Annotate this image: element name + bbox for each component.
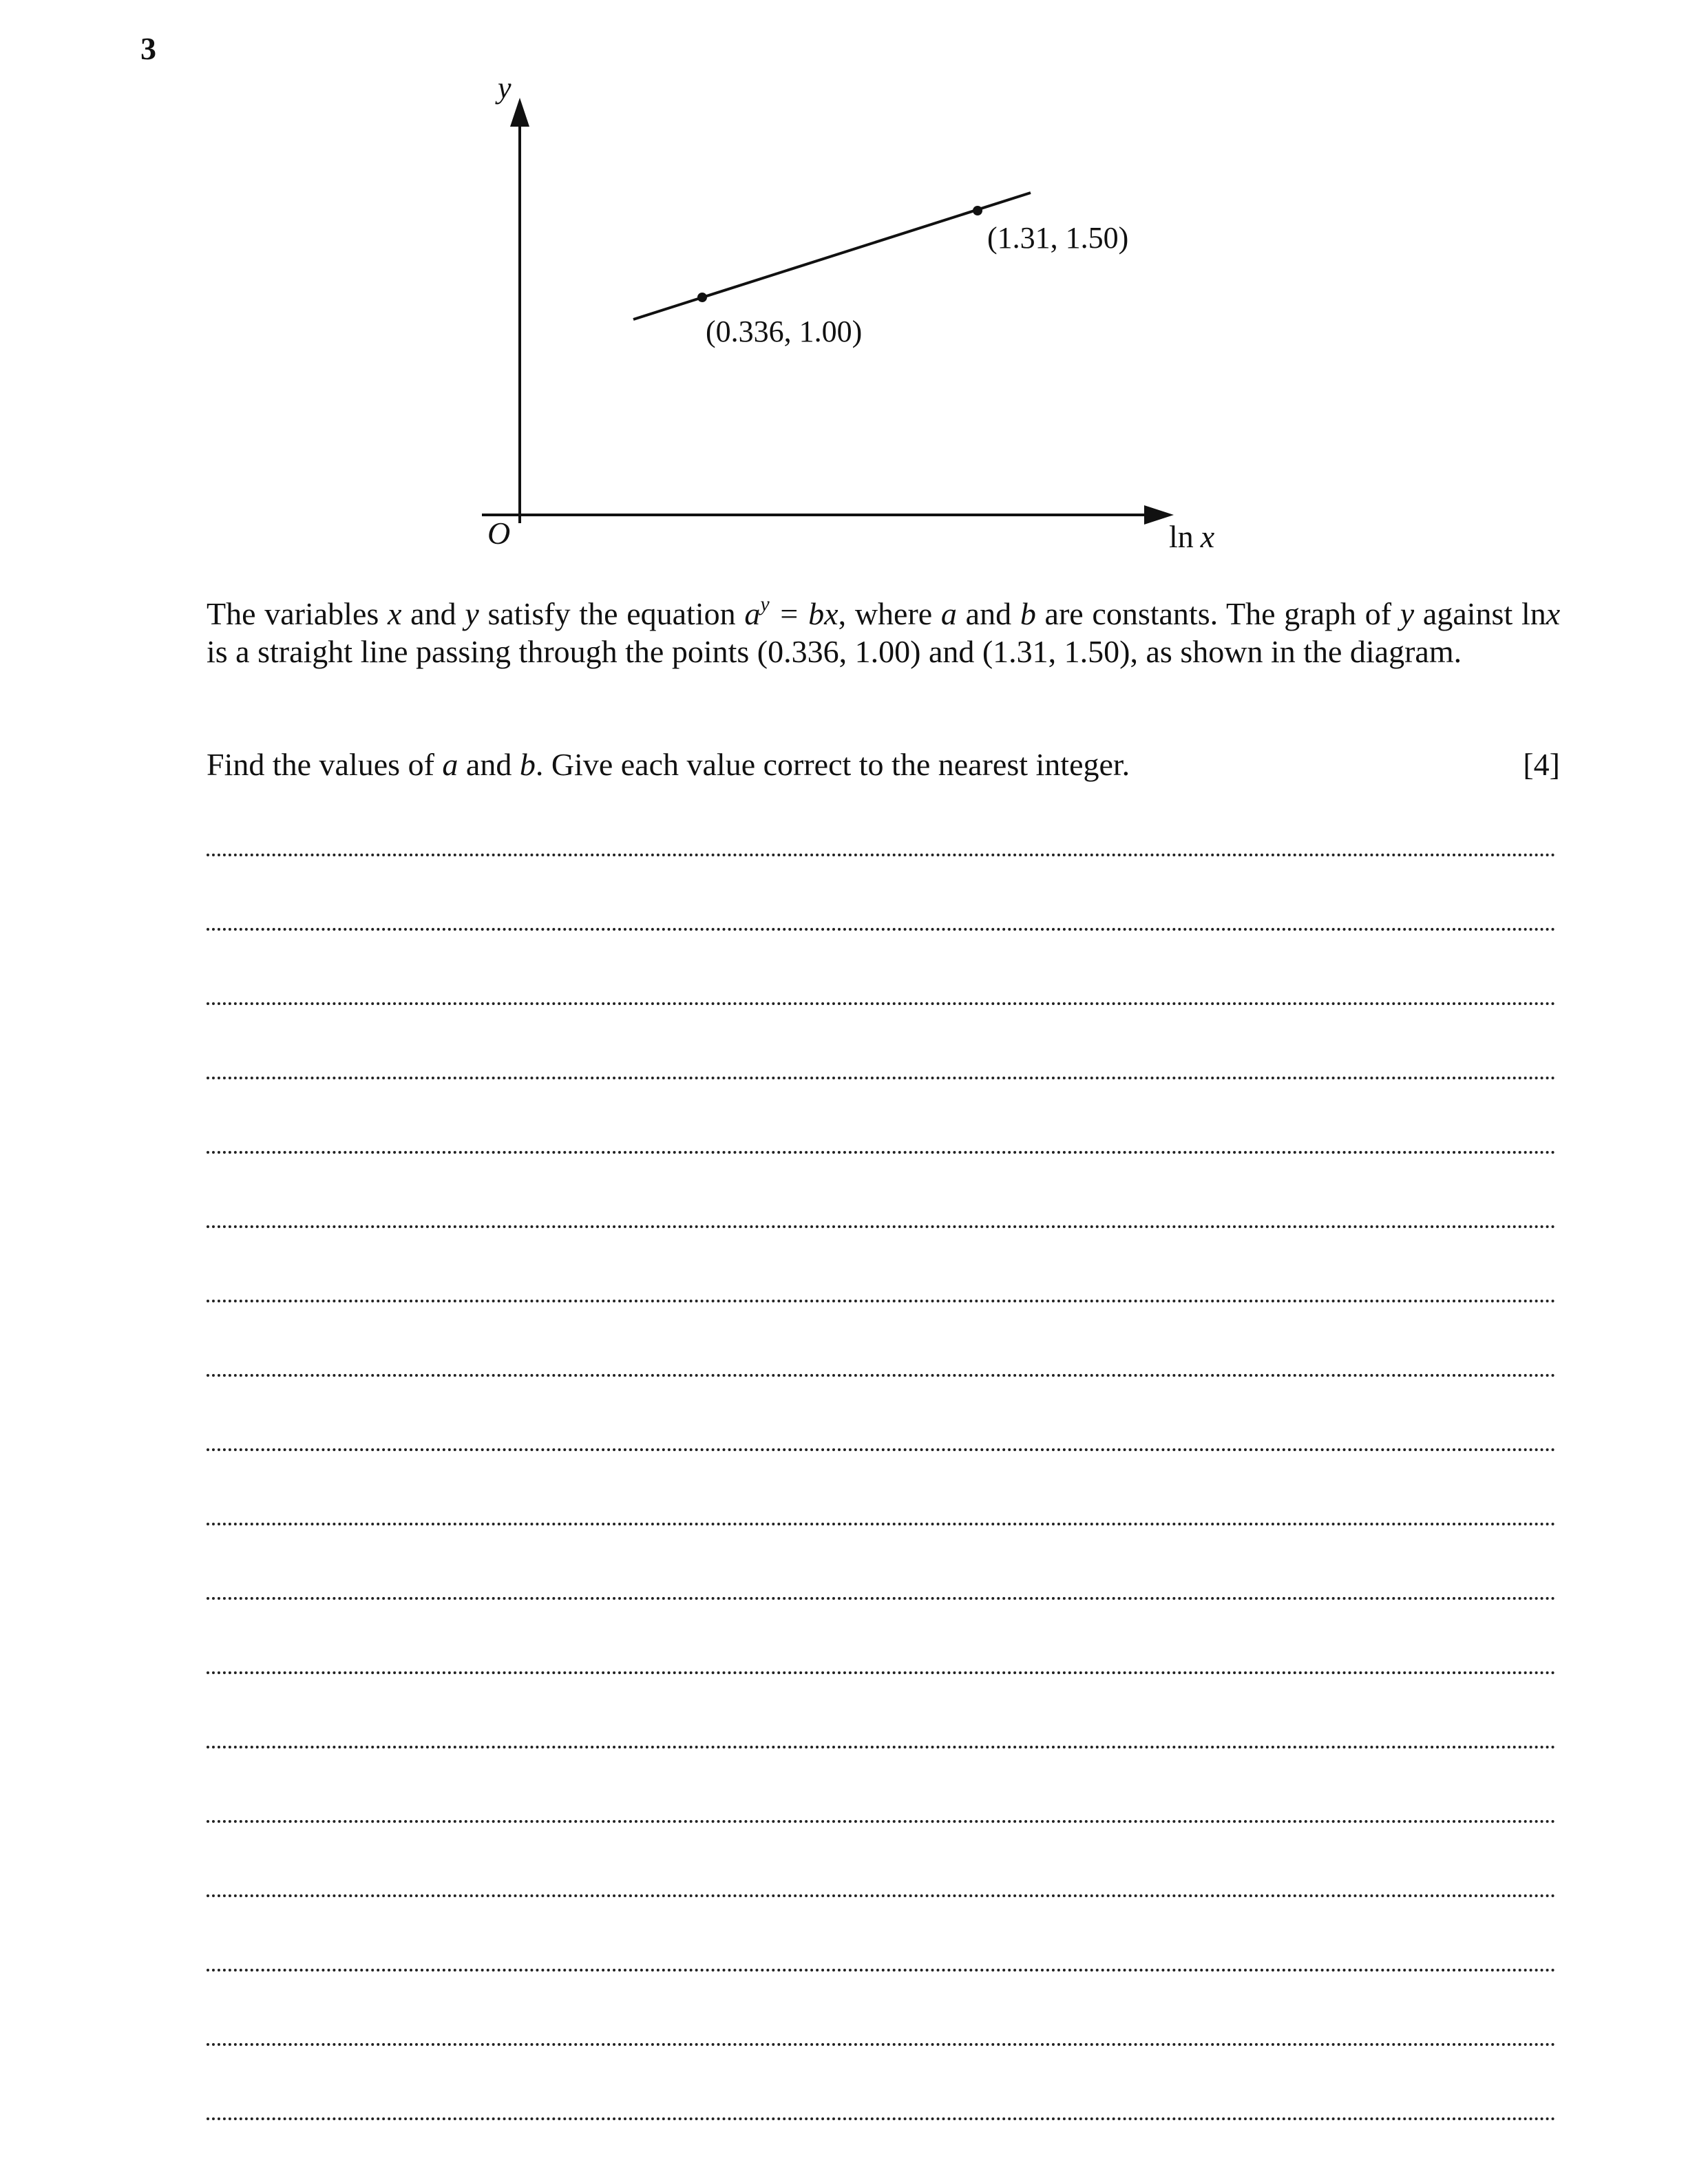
answer-line[interactable]	[207, 1823, 1556, 1897]
answer-line[interactable]	[207, 1079, 1556, 1154]
answer-area[interactable]	[207, 819, 1556, 2120]
answer-line[interactable]	[207, 1972, 1556, 2046]
marks-label: [4]	[1523, 747, 1560, 782]
equation-base: a	[744, 596, 761, 631]
point-1-marker	[697, 293, 707, 302]
answer-line[interactable]	[207, 1228, 1556, 1302]
answer-line[interactable]	[207, 931, 1556, 1005]
answer-line[interactable]	[207, 856, 1556, 931]
origin-label: O	[487, 516, 511, 551]
question-number: 3	[140, 31, 156, 66]
answer-line[interactable]	[207, 1674, 1556, 1748]
answer-line[interactable]	[207, 1600, 1556, 1674]
graph-diagram	[0, 0, 1708, 592]
answer-line[interactable]	[207, 2046, 1556, 2120]
point-1-label: (0.336, 1.00)	[706, 315, 863, 348]
answer-line[interactable]	[207, 1525, 1556, 1600]
answer-line[interactable]	[207, 819, 1556, 856]
answer-line[interactable]	[207, 1377, 1556, 1451]
answer-line[interactable]	[207, 1897, 1556, 1972]
point-2-marker	[973, 206, 982, 215]
answer-line[interactable]	[207, 1005, 1556, 1079]
y-axis-arrowhead	[510, 98, 529, 127]
equation-rhs: = bx	[769, 596, 839, 631]
graph-line	[633, 193, 1031, 319]
x-axis-label-fn: ln	[1169, 519, 1194, 554]
x-axis-label	[1169, 519, 1215, 554]
question-text: The variables x and y satisfy the equation $a^y$ = bx, where a and b are constants. The graph of y against lnx is a straight line passing through the points (0.336, 1.00) and (1.31, 1.50), as shown in the diagram.	[207, 593, 1561, 669]
point-2-label: (1.31, 1.50)	[987, 221, 1129, 255]
answer-line[interactable]	[207, 1302, 1556, 1377]
task-instruction: Find the values of a and b. Give each value correct to the nearest integer. [4]	[207, 747, 1560, 782]
y-axis-label: y	[498, 71, 512, 105]
answer-line[interactable]	[207, 1154, 1556, 1228]
answer-line[interactable]	[207, 1748, 1556, 1823]
answer-line[interactable]	[207, 1451, 1556, 1525]
x-axis-label-var: x	[1200, 519, 1215, 554]
equation-exponent: y	[760, 593, 770, 615]
